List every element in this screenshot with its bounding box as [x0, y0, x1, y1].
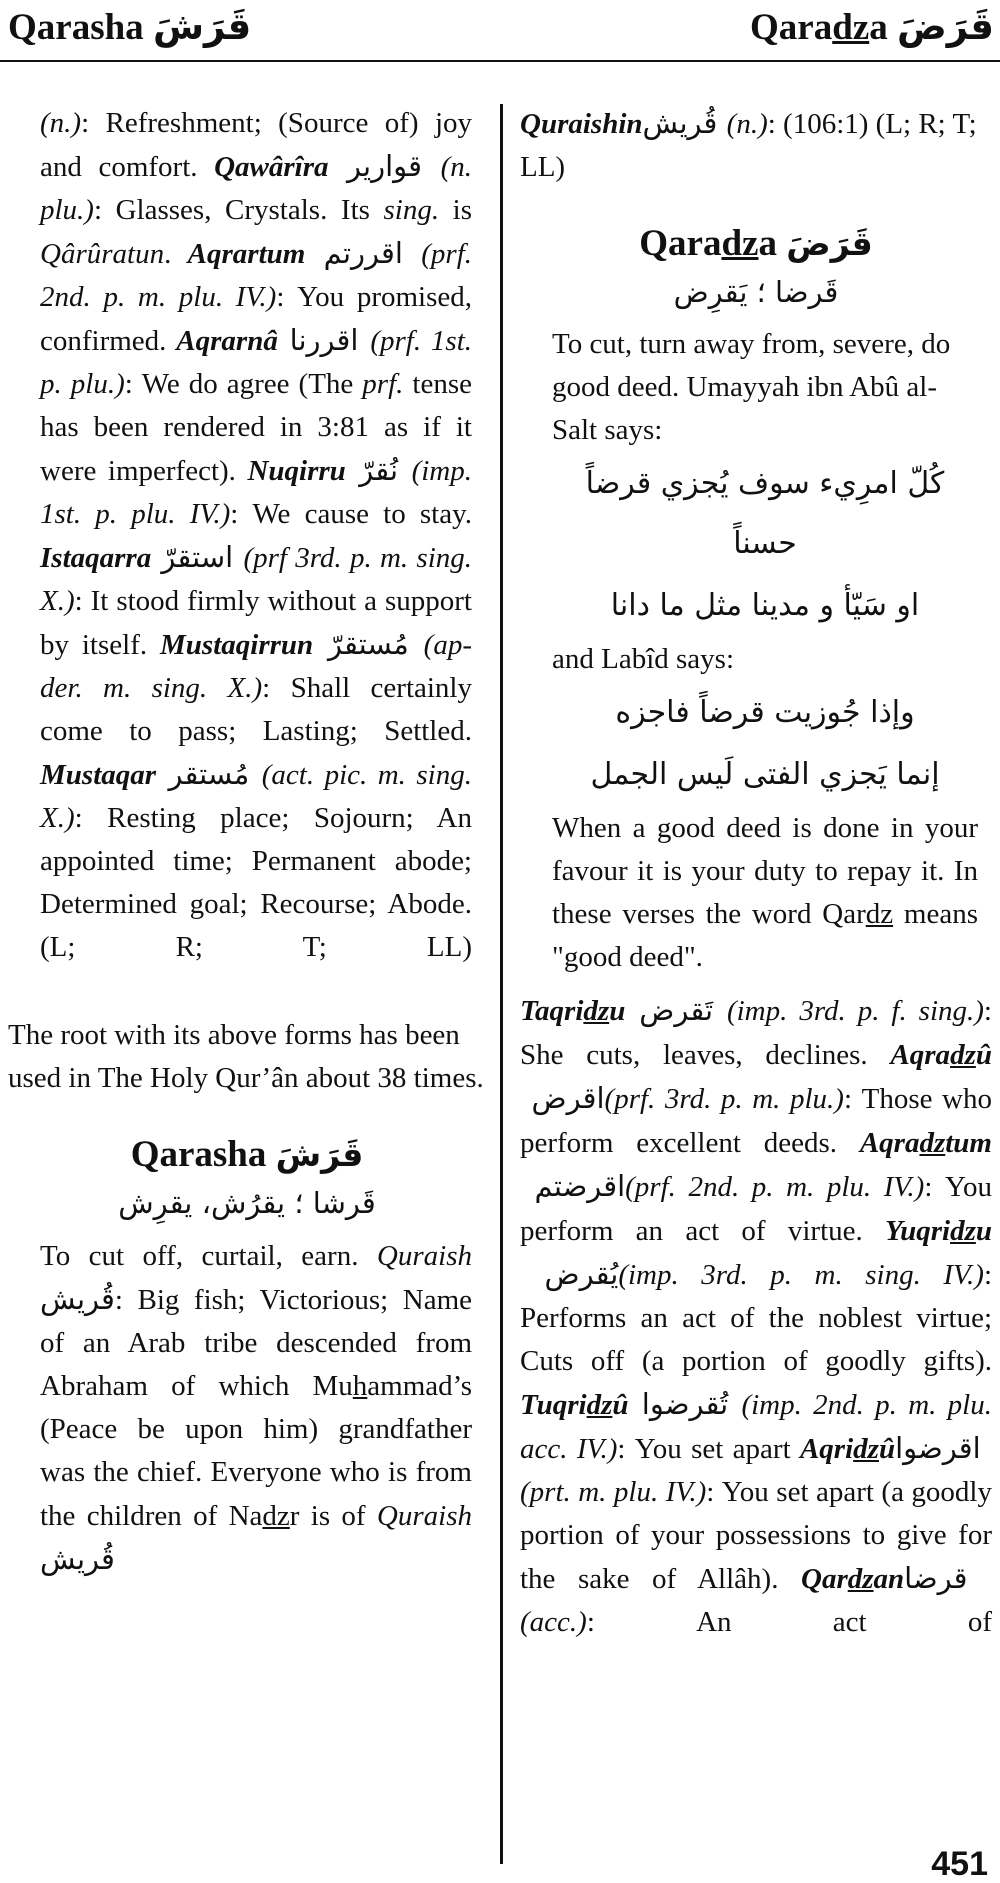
verse-explanation: When a good deed is done in your favour it is your duty to repay it. In these verses the word Qardz means "good deed". — [552, 812, 978, 973]
verse-line: وإذا جُوزيت قرضاً فاجزه — [615, 695, 915, 730]
left-column — [8, 102, 486, 1582]
qarasha-verb-forms: قَرشا ؛ يقرُش، يقرِش — [118, 1186, 376, 1220]
quraishin-entry: Quraishin قُريش(n.): (106:1) (L; R; T; LL) — [520, 106, 977, 183]
qarra-entry-continued: (n.): Refreshment; (Source of) joy and comfort. Qawârîra قوارير (n. plu.): Glasses, Crystals. Its sing. is Qârûratun. Aqrartum اقررتم (prf. 2nd. p. m. plu. IV.): You promised, confirmed. Aqrarnâ اقررنا (prf. 1st. p. plu.): We do agree (The prf. tense has been rendered in 3:81 as if it were imperfect). Nuqirru نُقرّ (imp. 1st. p. plu. IV.): We cause to stay. Istaqarra استقرّ (prf 3rd. p. m. sing. X.): It stood firmly without a support by itself. Mustaqirrun مُستقرّ (ap-der. m. sing. X.): Shall certainly come to pass; Lasting; Settled. Mustaqar مُستقر (act. pic. m. sing. X.): Resting place; Sojourn; An appointed time; Permanent abode; Determined goal; Recourse; Abode. (L; R; T; LL) — [40, 107, 473, 963]
qaradza-heading: Qaradza قَرَضَ — [639, 223, 873, 264]
header-rule — [0, 60, 1000, 62]
labid-intro: and Labîd says: — [552, 643, 735, 675]
qaradza-heading-arabic: قَرَضَ — [786, 224, 873, 263]
qaradza-derivatives: Taqridzu تَقرض (imp. 3rd. p. f. sing.): She cuts, leaves, declines. Aqradzû اقرض (prf. 3rd. p. m. plu.): Those who perform excellent deeds. Aqradztum اقرضتم (prf. 2nd. p. m. plu. IV.): You perform an act of virtue. Yuqridzu يُقرض (imp. 3rd. p. m. sing. IV.): Performs an act of the noblest virtue; Cuts off (a portion of goodly gifts). Tuqridzû تُقرضوا (imp. 2nd. p. m. plu. acc. IV.): You set apart Aqridzû اقرضوا (prt. m. plu. IV.): You set apart (a goodly portion of your possessions to give for the sake of Allâh). Qardzan قرضا (acc.): An act of — [520, 993, 992, 1638]
qarasha-heading-arabic: قَرَشَ — [275, 1135, 364, 1174]
running-head-right-arabic: قَرَضَ — [896, 5, 994, 48]
qaradza-block — [520, 323, 992, 979]
qaradza-verb-forms: قَرضا ؛ يَقرِض — [673, 275, 839, 309]
qaradza-definition: To cut, turn away from, severe, do good deed. Umayyah ibn Abû al-Salt says: — [552, 328, 951, 446]
verse-line: إنما يَجزي الفتى لَيس الجمل — [590, 757, 940, 792]
running-head-left-arabic: قَرَشَ — [152, 5, 252, 48]
verse-line: او سَيّأ و مدينا مثل ما دانا — [610, 588, 920, 623]
page-number: 451 — [931, 1845, 988, 1883]
qarasha-definition: To cut off, curtail, earn. Quraish قُريش: Big fish; Victorious; Name of an Arab tribe descended from Abraham of which Muhammad’s (Peace be upon him) grandfather was the chief. Everyone who is from the children of Nadzr is of Quraish قُريش — [40, 1240, 472, 1576]
running-head-right-title: Qaradza — [750, 7, 888, 48]
right-column — [520, 102, 992, 1687]
running-head-right — [750, 2, 994, 53]
root-usage-note: The root with its above forms has been used in The Holy Qur’ân about 38 times. — [8, 1019, 484, 1094]
verse-line: كُلّ امرِيء سوف يُجزي قرضاً حسناً — [585, 466, 945, 561]
running-head-left — [8, 2, 251, 53]
column-divider — [500, 104, 503, 1864]
qarasha-heading: Qarasha قَرَشَ — [130, 1134, 364, 1175]
running-head-left-title: Qarasha — [8, 7, 144, 48]
